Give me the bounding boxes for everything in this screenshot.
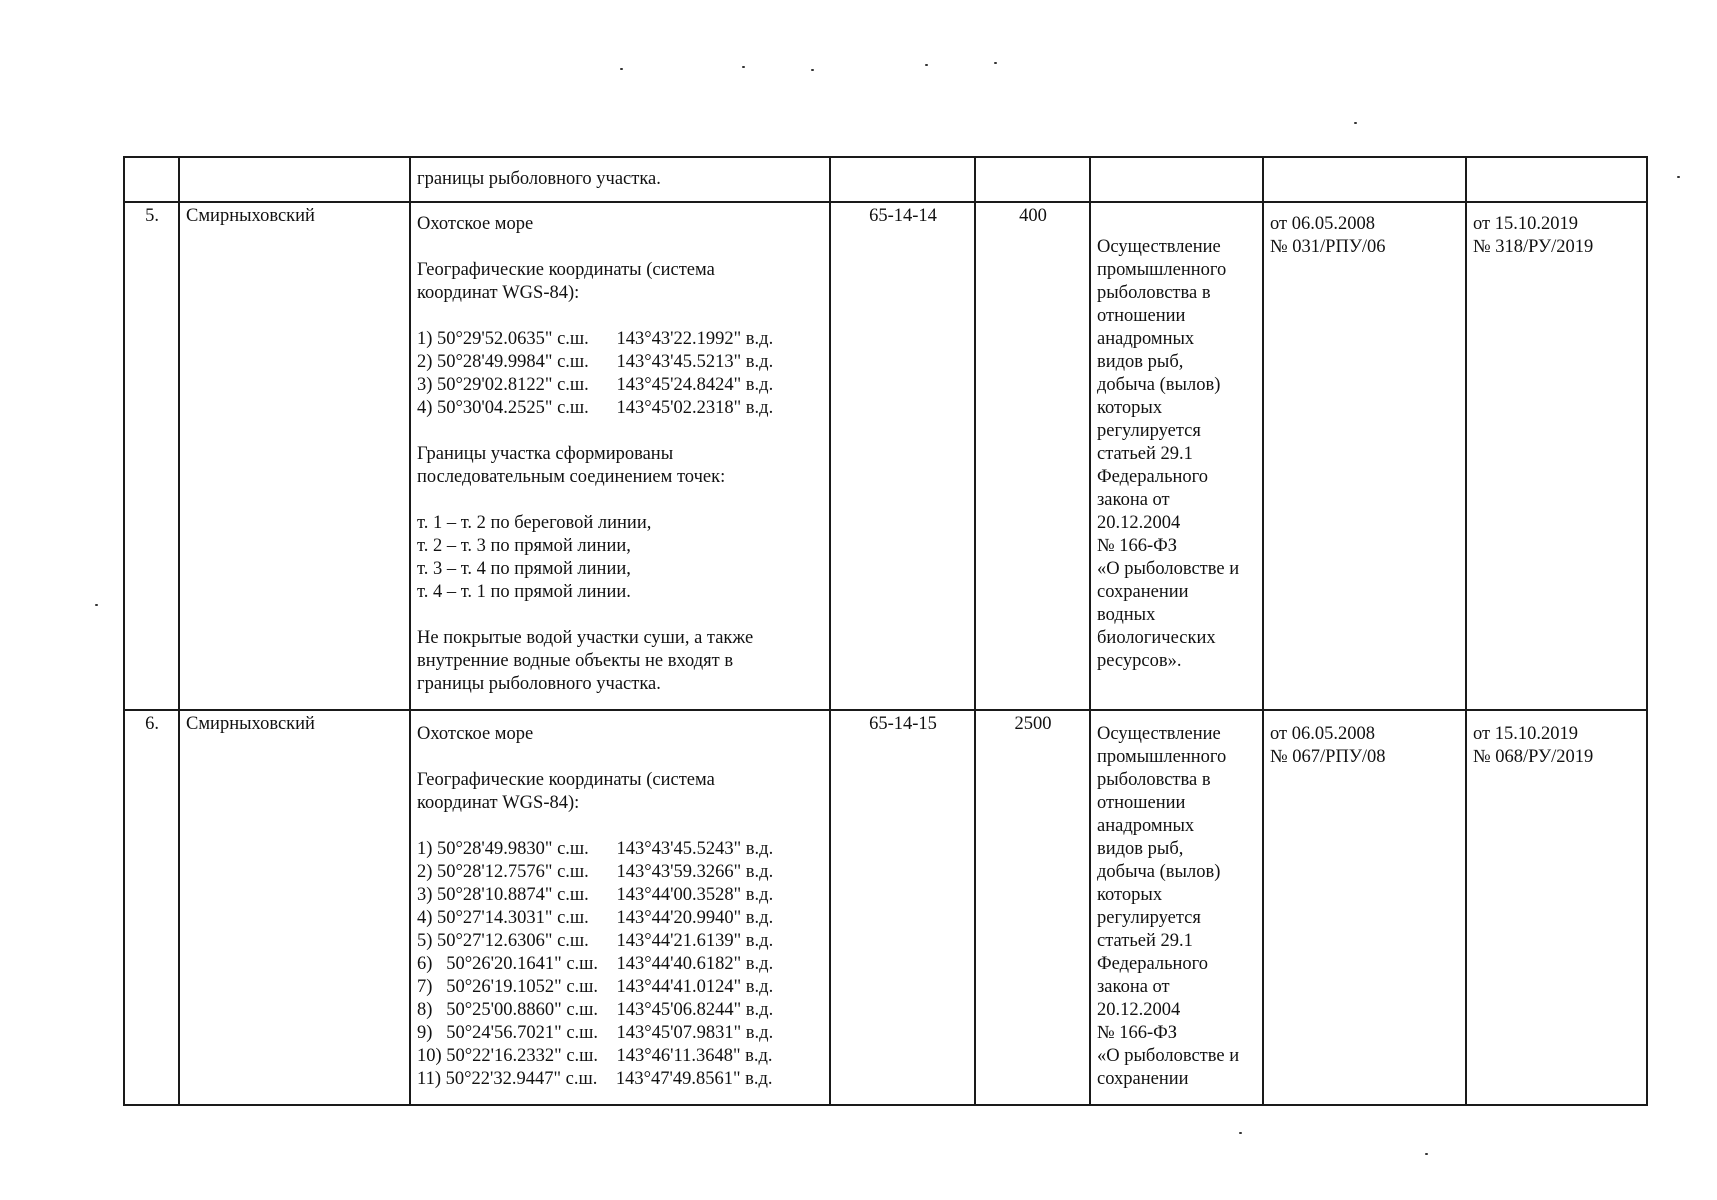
- description-cell: [410, 157, 830, 202]
- purpose-line: регулируется: [1097, 908, 1201, 928]
- description-text: границы рыболовного участка.: [417, 169, 661, 189]
- agreement-number: № 067/РПУ/08: [1270, 747, 1386, 767]
- purpose-line: видов рыб,: [1097, 839, 1184, 859]
- coordinate-point: 1) 50°28'49.9830" с.ш. 143°43'45.5243" в.д.: [417, 839, 774, 859]
- agreement-cell: [1263, 710, 1466, 1105]
- purpose-line: Федерального: [1097, 954, 1209, 974]
- purpose-line: промышленного: [1097, 260, 1227, 280]
- coordinate-point: 3) 50°29'02.8122" с.ш. 143°45'24.8424" в.д.: [417, 375, 774, 395]
- coordinate-point: 1) 50°29'52.0635" с.ш. 143°43'22.1992" в.д.: [417, 329, 774, 349]
- purpose-line: биологических: [1097, 628, 1216, 648]
- district-cell: Смирныховский: [179, 710, 410, 1105]
- purpose-line: «О рыболовстве и: [1097, 559, 1240, 579]
- purpose-cell: [1090, 710, 1263, 1105]
- purpose-cell: [1090, 157, 1263, 202]
- purpose-line: статьей 29.1: [1097, 931, 1193, 951]
- coordinate-point: 2) 50°28'12.7576" с.ш. 143°43'59.3266" в.д.: [417, 862, 774, 882]
- purpose-line: анадромных: [1097, 329, 1195, 349]
- coordinate-point: 10) 50°22'16.2332" с.ш. 143°46'11.3648" в.д.: [417, 1046, 773, 1066]
- coordinate-point: 9) 50°24'56.7021" с.ш. 143°45'07.9831" в.д.: [417, 1023, 774, 1043]
- purpose-line: статьей 29.1: [1097, 444, 1193, 464]
- boundary-segment: т. 1 – т. 2 по береговой линии,: [417, 513, 652, 533]
- decision-cell: [1466, 157, 1647, 202]
- purpose-line: анадромных: [1097, 816, 1195, 836]
- coordinate-point: 4) 50°30'04.2525" с.ш. 143°45'02.2318" в.д.: [417, 398, 774, 418]
- agreement-date: от 06.05.2008: [1270, 724, 1375, 744]
- row-number: [124, 157, 179, 202]
- row-number: 6.: [124, 710, 179, 1105]
- purpose-line: водных: [1097, 605, 1156, 625]
- note-line: границы рыболовного участка.: [417, 674, 661, 694]
- bounds-title-line: последовательным соединением точек:: [417, 467, 726, 487]
- coords-title-line: Географические координаты (система: [417, 770, 715, 790]
- purpose-line: видов рыб,: [1097, 352, 1184, 372]
- purpose-line: рыболовства в: [1097, 283, 1211, 303]
- purpose-line: добыча (вылов): [1097, 375, 1221, 395]
- agreement-number: № 031/РПУ/06: [1270, 237, 1386, 257]
- coordinate-point: 5) 50°27'12.6306" с.ш. 143°44'21.6139" в.д.: [417, 931, 774, 951]
- purpose-line: промышленного: [1097, 747, 1227, 767]
- code-cell: 65-14-15: [830, 710, 975, 1105]
- decision-number: № 068/РУ/2019: [1473, 747, 1594, 767]
- coordinate-point: 3) 50°28'10.8874" с.ш. 143°44'00.3528" в.д.: [417, 885, 774, 905]
- decision-cell: [1466, 202, 1647, 710]
- purpose-line: Осуществление: [1097, 724, 1221, 744]
- code-cell: [830, 157, 975, 202]
- purpose-line: которых: [1097, 398, 1163, 418]
- coordinate-point: 4) 50°27'14.3031" с.ш. 143°44'20.9940" в.д.: [417, 908, 774, 928]
- boundary-segment: т. 2 – т. 3 по прямой линии,: [417, 536, 631, 556]
- description-cell: [410, 710, 830, 1105]
- row-number: 5.: [124, 202, 179, 710]
- decision-cell: [1466, 710, 1647, 1105]
- decision-date: от 15.10.2019: [1473, 724, 1578, 744]
- decision-date: от 15.10.2019: [1473, 214, 1578, 234]
- agreement-date: от 06.05.2008: [1270, 214, 1375, 234]
- purpose-line: добыча (вылов): [1097, 862, 1221, 882]
- sea-name: Охотское море: [417, 214, 534, 234]
- coordinate-point: 8) 50°25'00.8860" с.ш. 143°45'06.8244" в.д.: [417, 1000, 774, 1020]
- coords-title-line: Географические координаты (система: [417, 260, 715, 280]
- agreement-cell: [1263, 157, 1466, 202]
- purpose-line: отношении: [1097, 793, 1186, 813]
- coordinate-point: 11) 50°22'32.9447" с.ш. 143°47'49.8561" в.д.: [417, 1069, 773, 1089]
- area-cell: 2500: [975, 710, 1090, 1105]
- sea-name: Охотское море: [417, 724, 534, 744]
- agreement-cell: [1263, 202, 1466, 710]
- boundary-segment: т. 4 – т. 1 по прямой линии.: [417, 582, 631, 602]
- code-cell: 65-14-14: [830, 202, 975, 710]
- purpose-line: которых: [1097, 885, 1163, 905]
- coords-title-line: координат WGS-84):: [417, 793, 580, 813]
- purpose-line: сохранении: [1097, 1069, 1189, 1089]
- coordinate-point: 6) 50°26'20.1641" с.ш. 143°44'40.6182" в.д.: [417, 954, 774, 974]
- table-row: [124, 202, 1647, 710]
- district-cell: [179, 157, 410, 202]
- purpose-line: отношении: [1097, 306, 1186, 326]
- purpose-line: рыболовства в: [1097, 770, 1211, 790]
- purpose-line: регулируется: [1097, 421, 1201, 441]
- area-cell: 400: [975, 202, 1090, 710]
- purpose-line: закона от: [1097, 490, 1170, 510]
- purpose-line: 20.12.2004: [1097, 513, 1181, 533]
- decision-number: № 318/РУ/2019: [1473, 237, 1594, 257]
- table-row: [124, 157, 1647, 202]
- table-row: [124, 710, 1647, 1105]
- description-cell: [410, 202, 830, 710]
- purpose-line: № 166-ФЗ: [1097, 1023, 1178, 1043]
- purpose-line: закона от: [1097, 977, 1170, 997]
- purpose-line: № 166-ФЗ: [1097, 536, 1178, 556]
- coordinate-point: 2) 50°28'49.9984" с.ш. 143°43'45.5213" в.д.: [417, 352, 774, 372]
- coords-title-line: координат WGS-84):: [417, 283, 580, 303]
- coordinate-point: 7) 50°26'19.1052" с.ш. 143°44'41.0124" в.д.: [417, 977, 774, 997]
- district-cell: Смирныховский: [179, 202, 410, 710]
- note-line: Не покрытые водой участки суши, а также: [417, 628, 754, 648]
- purpose-cell: [1090, 202, 1263, 710]
- note-line: внутренние водные объекты не входят в: [417, 651, 734, 671]
- bounds-title-line: Границы участка сформированы: [417, 444, 674, 464]
- purpose-line: Федерального: [1097, 467, 1209, 487]
- purpose-line: «О рыболовстве и: [1097, 1046, 1240, 1066]
- purpose-line: 20.12.2004: [1097, 1000, 1181, 1020]
- purpose-line: сохранении: [1097, 582, 1189, 602]
- boundary-segment: т. 3 – т. 4 по прямой линии,: [417, 559, 631, 579]
- purpose-line: ресурсов».: [1097, 651, 1182, 671]
- area-cell: [975, 157, 1090, 202]
- purpose-line: Осуществление: [1097, 237, 1221, 257]
- registry-table: [123, 156, 1648, 1106]
